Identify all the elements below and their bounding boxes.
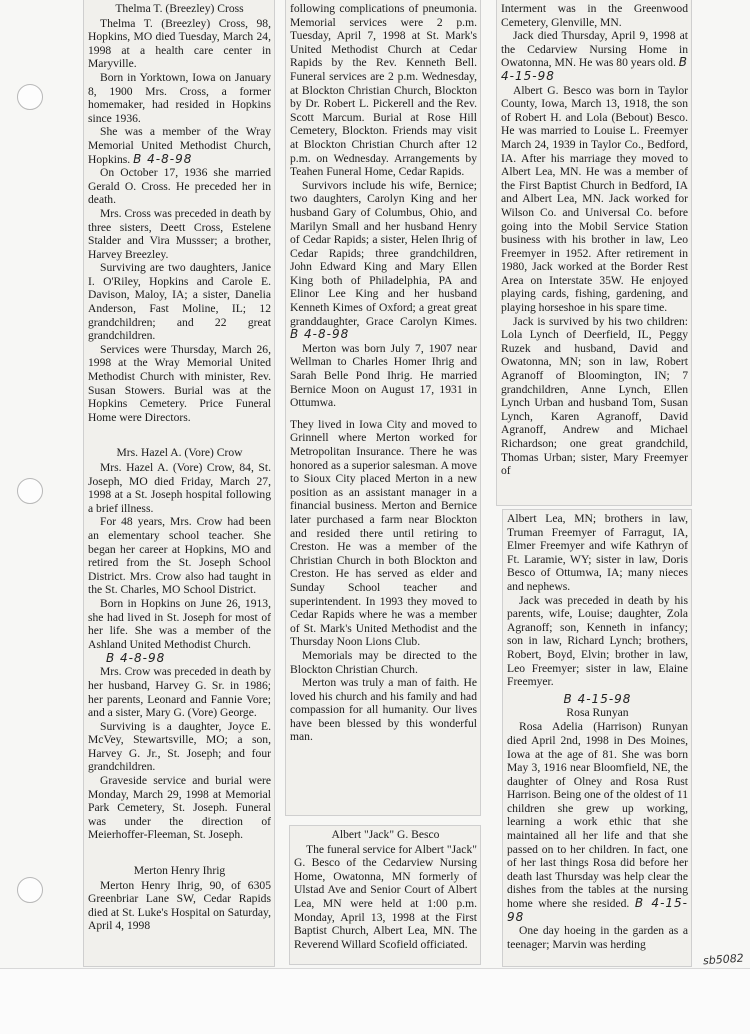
paragraph: Jack was preceded in death by his parents, wife, Louise; daughter, Zola Agranoff; son, Kenneth in infancy; son in law, Richard Lynch; brothers, Robert, Boyd, Elvin; brother in law, Leo Freemyer; sister in law, Elaine Freemyer.: [507, 593, 688, 689]
paragraph-text: Rosa Adelia (Harrison) Runyan died April 2nd, 1998 in Des Moines, Iowa at the age of 81. She was born May 3, 1916 near Bloomfield, NE, the daughter of Olney and Rosa Rust Harrison. Being one of the oldest of 11 children she grew up working, learning a work ethic that she maintained all her life and that she passed on to her children. In fact, one of her last things Rosa did before her death last Thursday was help clear the dishes from the tables at the nursing home where she resided.: [507, 720, 688, 911]
paragraph: Merton Henry Ihrig, 90, of 6305 Greenbriar Lane SW, Cedar Rapids died at St. Luke's Hospital on Saturday, April 4, 1998: [88, 878, 271, 933]
handwritten-date: B 4-15-98: [563, 691, 632, 706]
paragraph: Graveside service and burial were Monday, March 29, 1998 at Memorial Park Cemetery, St. Joseph. Funeral was under the direction of Meierhoffer-Fleeman, St. Joseph.: [88, 774, 271, 842]
paragraph: Mrs. Cross was preceded in death by three sisters, Deett Cross, Estelene Stalder and Vira Mussser; a brother, Harvey Breezley.: [88, 206, 271, 261]
paragraph-text: Survivors include his wife, Bernice; two daughters, Carolyn King and her husband Gary of Columbus, Ohio, and Marilyn Small and her husband Henry of Cedar Rapids; a sister, Helen Ihrig of Cedar Rapids; three grandchildren, John Edward King and Mary Ellen King both of Philadelphia, PA and Elinor Lee King and her husband Kenneth Kimes of Oxford; a great great granddaughter, Grace Carolyn Kimes.: [290, 178, 477, 328]
paragraph: [88, 125, 271, 166]
handwritten-date: B 4-15-98: [501, 55, 688, 83]
clipping-column-2-lower: [290, 826, 480, 964]
paragraph: Jack is survived by his two children: Lola Lynch of Deerfield, IL, Peggy Ruzek and husband, David and Owatonna, MN; son in law, Robert Agranoff of Bloomington, IN; 7 grandchildren, Anne Lynch, Ellen Lynch Urban and husband Tom, Susan Lynch, Karen Agranoff, David Agranoff, Andrew and Michael Richardson; one great grandchild, Thomas Urban; sister, Mary Freemyer of: [501, 314, 688, 478]
handwritten-date: B 4-8-98: [106, 651, 166, 666]
paragraph: Merton was truly a man of faith. He loved his church and his family and had compassion for all humanity. Our lives have been blessed by this wonderful man.: [290, 676, 477, 744]
obituary-title-crow: Mrs. Hazel A. (Vore) Crow: [116, 446, 243, 460]
clipping-column-1: [84, 0, 274, 966]
paragraph: Interment was in the Greenwood Cemetery, Glenville, MN.: [501, 2, 688, 29]
handwritten-date: B 4-15-98: [507, 896, 688, 924]
paragraph: [501, 29, 688, 83]
paragraph-text: She was a member of the Wray Memorial United Methodist Church, Hopkins.: [88, 125, 271, 166]
paragraph: [290, 179, 477, 342]
paragraph: Surviving is a daughter, Joyce E. McVey, Stewartsville, MO; a son, Harvey G. Jr., St. Joseph; and four grandchildren.: [88, 719, 271, 774]
clipping-column-3-lower: [503, 510, 691, 966]
paragraph: Albert Lea, MN; brothers in law, Truman Freemyer of Farragut, IA, Elmer Freemyer and wife Kathryn of Ft. Laramie, WY; sister in law, Doris Besco of Ottumwa, IA; many nieces and nephews.: [507, 512, 688, 593]
paragraph: [507, 720, 688, 924]
paragraph: Born in Hopkins on June 26, 1913, she had lived in St. Joseph for most of her life. She was a member of the Ashland United Methodist Church.: [88, 596, 271, 651]
punch-hole-middle: [17, 478, 43, 504]
paragraph: The funeral service for Albert "Jack" G. Besco of the Cedarview Nursing Home, Owatonna, MN formerly of Ulstad Ave and Senior Court of Albert Lea, MN were held at 1:00 p.m. Monday, April 13, 1998 at the First Baptist Church, Albert Lea, MN. The Reverend Willard Scofield officiated.: [294, 842, 477, 951]
paragraph: Born in Yorktown, Iowa on January 8, 1900 Mrs. Cross, a former homemaker, had resided in Hopkins since 1936.: [88, 70, 271, 125]
paragraph: Mrs. Hazel A. (Vore) Crow, 84, St. Joseph, MO died Friday, March 27, 1998 at a St. Joseph hospital following a brief illness.: [88, 461, 271, 515]
clipping-column-3-upper: [497, 0, 691, 505]
paragraph: Thelma T. (Breezley) Cross, 98, Hopkins, MO died Tuesday, March 24, 1998 at a health care center in Maryville.: [88, 16, 271, 71]
paragraph: Merton was born July 7, 1907 near Wellman to Charles Homer Ihrig and Sarah Belle Pond Ihrig. He married Bernice Moon on August 17, 1931 in Ottumwa.: [290, 341, 477, 410]
obituary-title-runyan: Rosa Runyan: [566, 705, 629, 719]
paragraph: They lived in Iowa City and moved to Grinnell where Merton worked for Metropolitan Insurance. There he was honored as a superior salesman. A move to Sioux City placed Merton in a new position as an assistant manager in a financial business. Merton and Bernice later purchased a farm near Blockton and resided there until retiring to Creston. He was a member of the Christian Church in both Blockton and Creston. He has served as elder and Sunday School teacher and superintendent. In 1993 they moved to Cedar Rapids where he was a member of St. Mark's United Methodist and the Thursday Noon Lions Club.: [290, 417, 477, 649]
scan-page-margin: [0, 968, 750, 1034]
paragraph: One day hoeing in the garden as a teenager; Marvin was herding: [507, 924, 688, 951]
obituary-title-besco: Albert "Jack" G. Besco: [331, 828, 440, 841]
paragraph: On October 17, 1936 she married Gerald O. Cross. He preceded her in death.: [88, 166, 271, 207]
punch-hole-bottom: [17, 877, 43, 903]
handwritten-page-number: sb5082: [702, 951, 745, 968]
paragraph: For 48 years, Mrs. Crow had been an elementary school teacher. She began her career at Hopkins, MO and retired from the St. Joseph School District. Mrs. Crow also had taught in the St. Charles, MO School District.: [88, 515, 271, 597]
paragraph: Memorials may be directed to the Blockton Christian Church.: [290, 648, 477, 676]
obituary-title-cross: Thelma T. (Breezley) Cross: [115, 2, 244, 15]
paragraph: following complications of pneumonia. Memorial services were 2 p.m. Tuesday, April 7, 1998 at St. Mark's United Methodist Church at Cedar Rapids by the Rev. Kenneth Bell. Funeral services are 2 p.m. Wednesday, at Blockton Christian Church, Blockton by Dr. Robert L. Pickerell and the Rev. Scott Marcum. Burial at Rose Hill Cemetery, Blockton. Friends may visit at Blockton Christian Church after 12 p.m. on Wednesday. Arrangements by Teahen Funeral Home, Cedar Rapids.: [290, 2, 477, 179]
paragraph: Surviving are two daughters, Janice I. O'Riley, Hopkins and Carole E. Davison, Maloy, IA; a sister, Danelia Anderson, Fast Moline, IL; 12 grandchildren; and 22 great grandchildren.: [88, 261, 271, 343]
handwritten-date: B 4-8-98: [290, 327, 350, 342]
paragraph: Albert G. Besco was born in Taylor County, Iowa, March 13, 1918, the son of Robert H. and Lola (Bebout) Besco. He was married to Louise L. Freemyer March 24, 1939 in Taylor Co., Bedford, IA. After his marriage they moved to Albert Lea, MN. He was a member of the First Baptist Church in Bedford, IA and Albert Lea, MN. Jack worked for Wilson Co. and Universal Co. before going into the Mobil Service Station business with his brother in law, Leo Freemyer in 1952. After retirement in 1980, Jack worked at the Border Rest Area on Interstate 35W. He enjoyed playing cards, fishing, gardening, and playing horseshoe in his spare time.: [501, 83, 688, 315]
obituary-title-ihrig: Merton Henry Ihrig: [133, 864, 226, 878]
clipping-column-2-upper: [286, 0, 480, 815]
paragraph: Services were Thursday, March 26, 1998 at the Wray Memorial United Methodist Church with minister, Rev. Susan Stowers. Burial was at the Hopkins Cemetery. Price Funeral Home were Directors.: [88, 342, 271, 424]
handwritten-date: B 4-8-98: [133, 151, 193, 166]
paragraph: Mrs. Crow was preceded in death by her husband, Harvey G. Sr. in 1986; her parents, Leonard and Fannie Vore; and a sister, Mary G. (Vore) George.: [88, 665, 271, 720]
punch-hole-top: [17, 84, 43, 110]
paragraph-text: Jack died Thursday, April 9, 1998 at the Cedarview Nursing Home in Owatonna, MN. He was 80 years old.: [501, 29, 688, 70]
